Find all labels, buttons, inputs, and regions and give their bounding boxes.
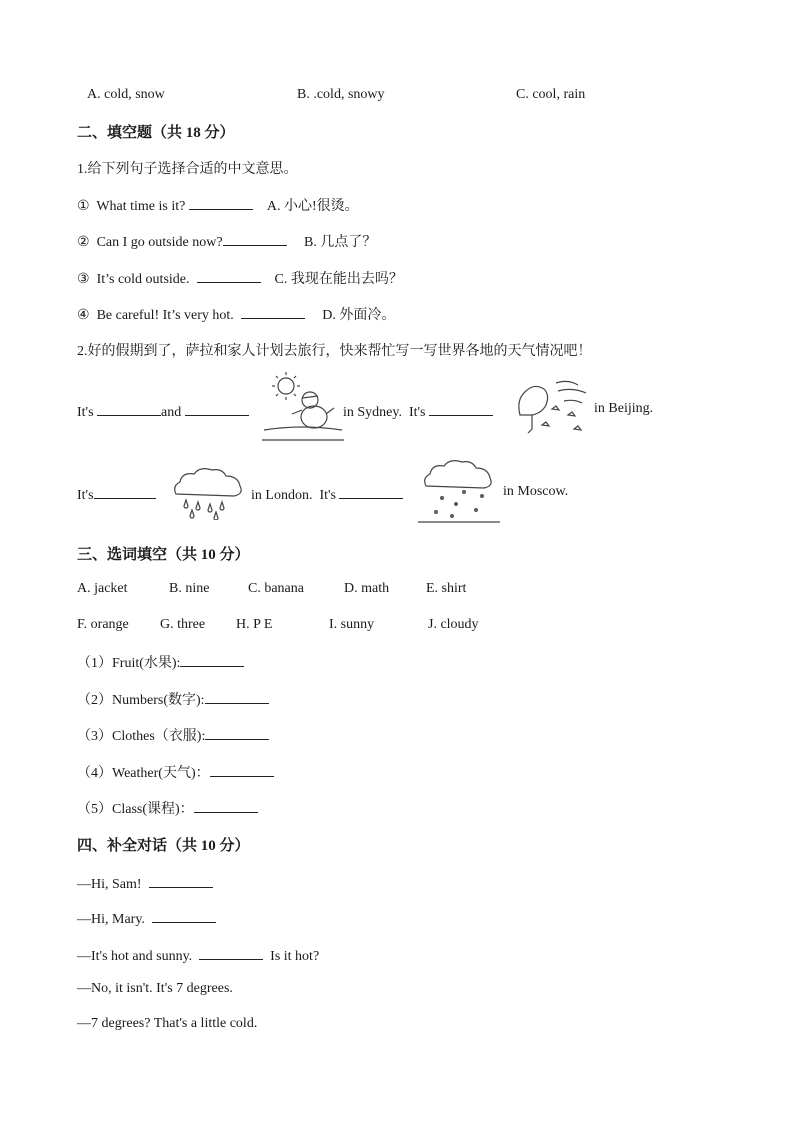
answer-blank[interactable]: [152, 908, 216, 923]
q1-item-4: [77, 304, 395, 324]
item-english: It’s cold outside.: [96, 272, 190, 287]
answer-blank[interactable]: [97, 401, 161, 416]
section-4-title: 四、补全对话（共 10 分）: [77, 838, 250, 854]
and-label: and: [161, 405, 182, 420]
dialog-text: —Hi, Mary.: [77, 912, 145, 927]
category-numbers: [77, 689, 269, 709]
dialog-line-4: —No, it isn't. It's 7 degrees.: [77, 981, 233, 996]
item-english: Be careful! It’s very hot.: [96, 308, 234, 323]
item-chinese: B. 几点了？: [304, 235, 377, 250]
word-option: C. banana: [248, 581, 304, 596]
windy-tree-icon: [512, 375, 592, 439]
its-label: It's: [408, 405, 426, 420]
category-label: （4）Weather(天气)：: [77, 766, 210, 781]
category-clothes: [77, 725, 269, 745]
dialog-line-5: —7 degrees? That's a little cold.: [77, 1016, 258, 1031]
item-chinese: A. 小心!很烫。: [266, 199, 359, 214]
item-number: ④: [77, 308, 90, 323]
option-a: A. cold, snow: [87, 87, 165, 102]
answer-blank[interactable]: [149, 873, 213, 888]
category-fruit: [77, 652, 244, 672]
answer-blank[interactable]: [197, 268, 261, 283]
q2-intro: 2.好的假期到了，萨拉和家人计划去旅行，快来帮忙写一写世界各地的天气情况吧！: [77, 344, 592, 359]
word-option: D. math: [344, 581, 390, 596]
in-moscow-label: in Moscow.: [503, 484, 569, 499]
category-weather: [77, 762, 274, 782]
category-label: （5）Class(课程)：: [77, 802, 194, 817]
dialog-line-3: [77, 945, 319, 965]
dialog-line-1: [77, 873, 213, 893]
item-english: Can I go outside now?: [96, 235, 223, 250]
q2-row-2-middle: [251, 484, 403, 504]
answer-blank[interactable]: [180, 652, 244, 667]
word-option: H. P E: [236, 617, 273, 632]
dialog-text: —It's hot and sunny.: [77, 949, 193, 964]
answer-blank[interactable]: [94, 484, 156, 499]
answer-blank[interactable]: [205, 689, 269, 704]
q2-row-1-start: [77, 401, 249, 421]
in-sydney-label: in Sydney.: [343, 405, 402, 420]
snow-cloud-icon: [418, 456, 500, 524]
option-b: B. .cold, snowy: [297, 87, 385, 102]
in-beijing-label: in Beijing.: [594, 401, 654, 416]
word-option: G. three: [160, 617, 206, 632]
answer-blank[interactable]: [189, 195, 253, 210]
item-chinese: C. 我现在能出去吗？: [274, 272, 403, 287]
q1-item-3: [77, 268, 403, 288]
q2-row-2-start: [77, 484, 156, 504]
answer-blank[interactable]: [194, 798, 258, 813]
answer-blank[interactable]: [223, 231, 287, 246]
word-option: F. orange: [77, 617, 129, 632]
section-2-title: 二、填空题（共 18 分）: [77, 125, 235, 141]
q1-item-2: [77, 231, 376, 251]
item-chinese: D. 外面冷。: [322, 308, 396, 323]
dialog-text: —Hi, Sam!: [77, 877, 142, 892]
item-number: ③: [77, 272, 90, 287]
word-option: E. shirt: [426, 581, 467, 596]
dialog-line-2: [77, 908, 216, 928]
item-number: ①: [77, 199, 90, 214]
word-option: B. nine: [169, 581, 210, 596]
its-label: It's: [77, 488, 94, 503]
q1-intro: 1.给下列句子选择合适的中文意思。: [77, 162, 298, 177]
answer-blank[interactable]: [185, 401, 249, 416]
q2-row-1-middle: [343, 401, 493, 421]
sun-snowman-icon: [262, 370, 344, 442]
in-london-label: in London.: [251, 488, 313, 503]
answer-blank[interactable]: [210, 762, 274, 777]
option-c: C. cool, rain: [516, 87, 586, 102]
its-label: It's: [319, 488, 336, 503]
dialog-text-after: Is it hot?: [270, 949, 320, 964]
answer-blank[interactable]: [205, 725, 269, 740]
answer-blank[interactable]: [339, 484, 403, 499]
q1-item-1: [77, 195, 359, 215]
word-option: A. jacket: [77, 581, 128, 596]
category-label: （2）Numbers(数字):: [77, 693, 205, 708]
category-class: [77, 798, 258, 818]
item-english: What time is it?: [96, 199, 186, 214]
answer-blank[interactable]: [199, 945, 263, 960]
section-3-title: 三、选词填空（共 10 分）: [77, 547, 250, 563]
its-label: It's: [77, 405, 94, 420]
category-label: （3）Clothes（衣服):: [77, 729, 206, 744]
answer-blank[interactable]: [429, 401, 493, 416]
category-label: （1）Fruit(水果):: [77, 656, 181, 671]
item-number: ②: [77, 235, 90, 250]
answer-blank[interactable]: [241, 304, 305, 319]
word-option: I. sunny: [329, 617, 375, 632]
rain-cloud-icon: [170, 466, 245, 520]
word-option: J. cloudy: [428, 617, 479, 632]
